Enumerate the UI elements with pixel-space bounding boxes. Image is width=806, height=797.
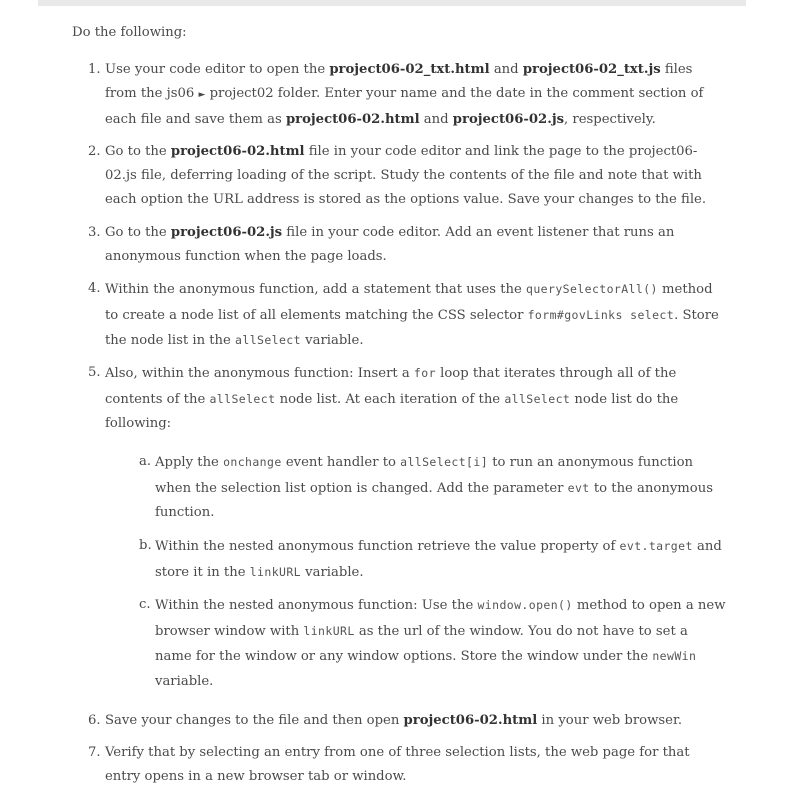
code-snippet: allSelect: [504, 391, 571, 406]
filename: project06-02.js: [170, 224, 283, 240]
top-divider-bar: [38, 0, 746, 6]
arrow-icon: ►: [198, 90, 206, 101]
step-6: 6. Save your changes to the file and then open project06-02.html in your web browser.: [88, 712, 683, 728]
step-1: 1. Use your code editor to open the project06-02_txt.html and project06-02_txt.js files from the js06 ► project02 folder. Enter your name and the date in the comment section of each file and save them as project06-02.html and project06-02.js, respectively.: [88, 62, 704, 127]
code-snippet: allSelect: [209, 391, 276, 406]
intro-text: Do the following:: [72, 25, 187, 40]
step-2: 2. Go to the project06-02.html file in your code editor and link the page to the project06-02.js file, deferring loading of the script. Study the contents of the file and note that with each option the URL address is stored as the options value. Save your changes to the file.: [88, 143, 707, 208]
filename: project06-02.html: [170, 143, 305, 159]
code-snippet: allSelect: [235, 332, 301, 347]
filename: project06-02.js: [452, 111, 565, 127]
code-snippet: querySelectorAll(): [526, 282, 658, 297]
filename: project06-02.html: [285, 111, 420, 127]
code-snippet: allSelect[i]: [400, 455, 489, 470]
code-snippet: window.open(): [477, 598, 573, 613]
substep-a: a. Apply the onchange event handler to allSelect[i] to run an anonymous function when the selection list option is changed. Add the parameter evt to the anonymous function.: [139, 454, 713, 521]
substep-b: b. Within the nested anonymous function retrieve the value property of evt.target and store it in the linkURL variable.: [139, 537, 722, 580]
substep-list: [139, 450, 724, 694]
code-snippet: linkURL: [249, 564, 301, 579]
code-snippet: linkURL: [303, 623, 355, 638]
substep-c: c. Within the nested anonymous function: Use the window.open() method to open a new browser window with linkURL as the url of the window. You do not have to set a name for the window or any window options. Store the window under the newWin variable.: [139, 597, 726, 689]
filename: project06-02.html: [403, 712, 538, 728]
step-3: 3. Go to the project06-02.js file in your code editor. Add an event listener that runs an anonymous function when the page loads.: [88, 224, 675, 265]
code-snippet: evt.target: [619, 538, 693, 553]
code-snippet: newWin: [652, 649, 697, 664]
code-snippet: evt: [567, 480, 590, 495]
filename: project06-02_txt.html: [329, 62, 490, 77]
code-snippet: for: [413, 366, 436, 381]
filename: project06-02_txt.js: [522, 62, 661, 77]
step-7: 7. Verify that by selecting an entry from one of three selection lists, the web page for that entry opens in a new browser tab or window.: [88, 744, 690, 785]
step-5: 5. Also, within the anonymous function: Insert a for loop that iterates through all of the contents of the allSelect node list. At each iteration of the allSelect node list do the following: a. Apply the onchange event handler to allSelect[i] to run an anonymous function when the selection list option is changed. Add the parameter evt to the anonymous function. b. Within the nested anonymous function retrieve the value property of evt.target and store it in the linkURL variable. c. Within the nested anonymous function: Use the window.open() method to open a new browser window with linkURL as the url of the window. You do not have to set a name for the window or any window options. Store the window under the newWin variable.: [88, 361, 724, 694]
code-snippet: onchange: [223, 455, 282, 470]
code-snippet: form#govLinks select: [527, 307, 675, 322]
instruction-list: [88, 58, 724, 797]
step-4: 4. Within the anonymous function, add a statement that uses the querySelectorAll() method to create a node list of all elements matching the CSS selector form#govLinks select. Store the node list in the allSelect variable.: [88, 281, 719, 348]
